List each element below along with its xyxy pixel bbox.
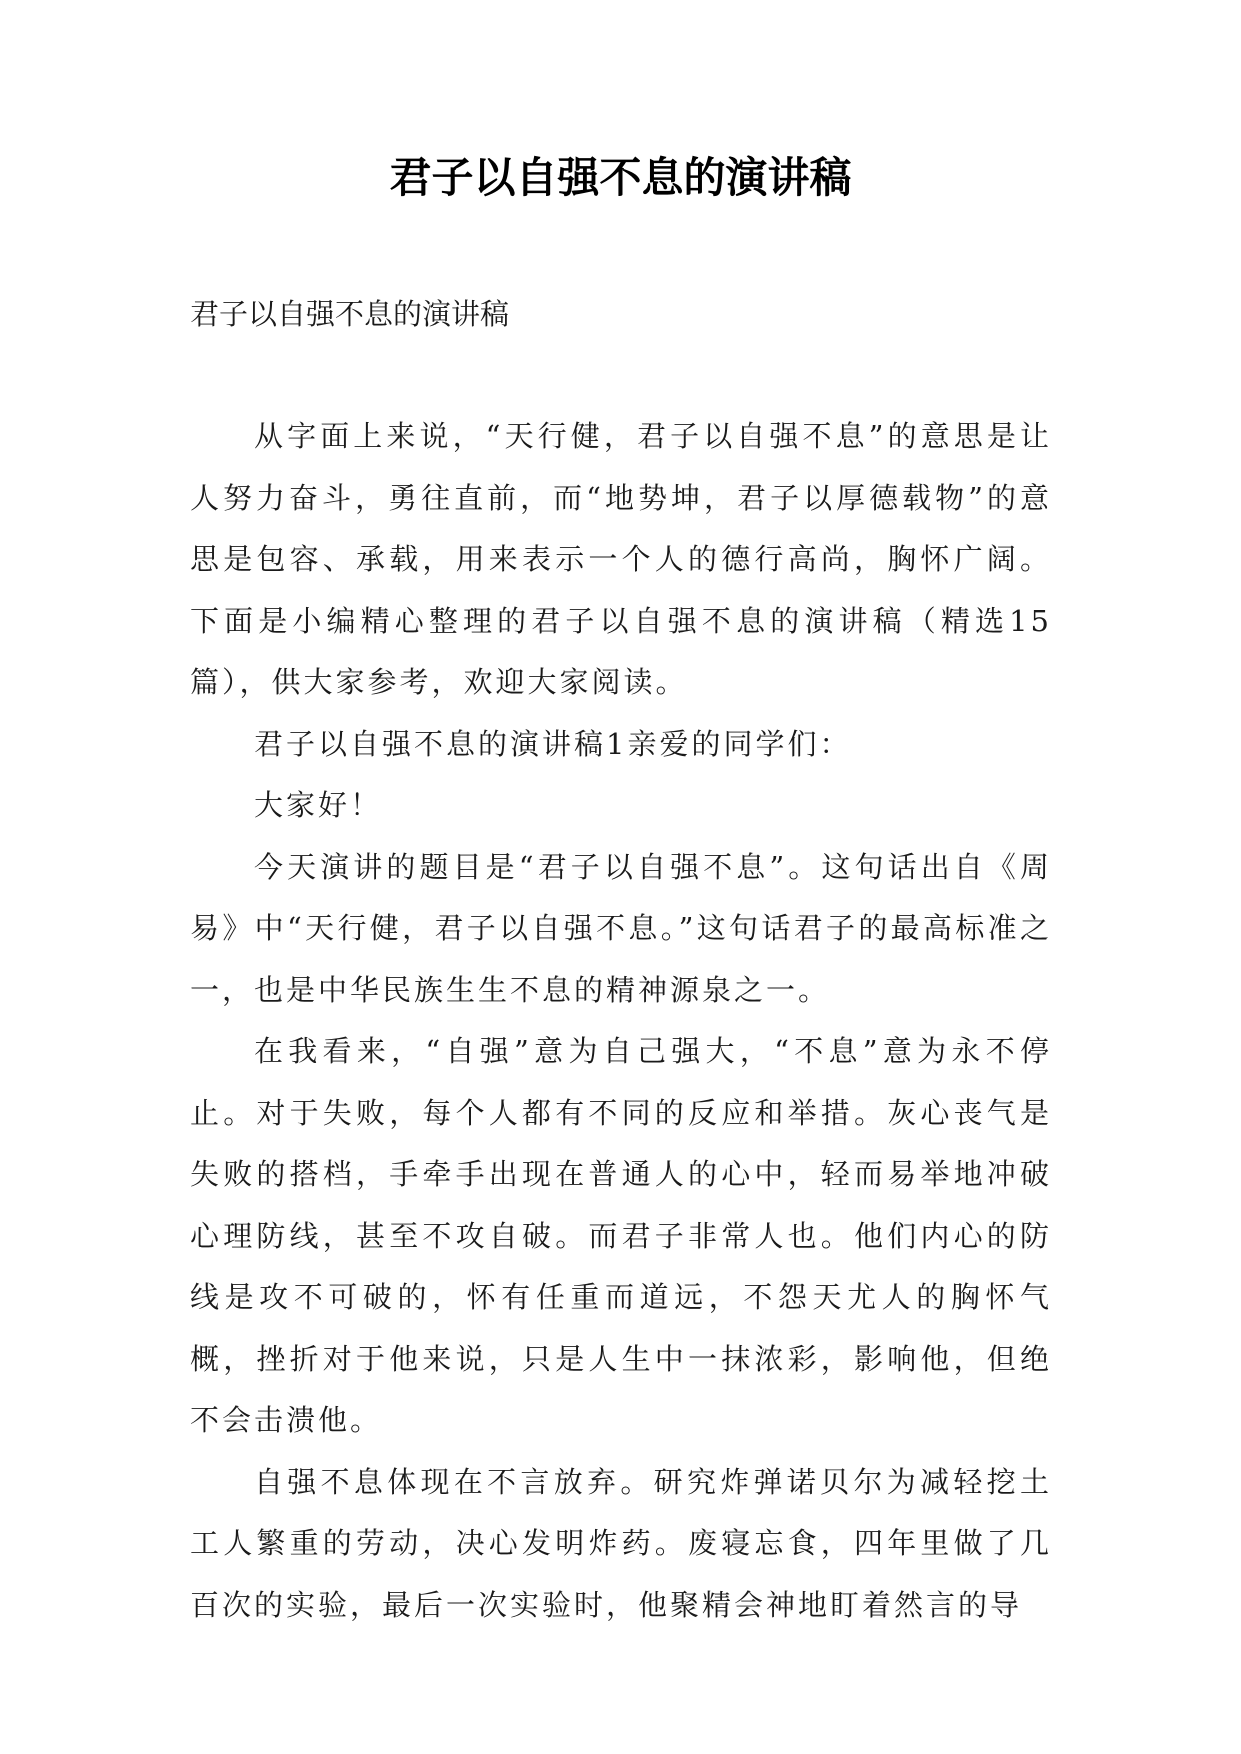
paragraph: 从字面上来说，“天行健，君子以自强不息”的意思是让人努力奋斗，勇往直前，而“地势坤，君子以厚德载物”的意思是包容、承载，用来表示一个人的德行高尚，胸怀广阔。下面是小编精心整理的君子以自强不息的演讲稿（精选15篇），供大家参考，欢迎大家阅读。 (190, 419, 1052, 699)
paragraph: 大家好！ (254, 788, 383, 822)
paragraph: 今天演讲的题目是“君子以自强不息”。这句话出自《周易》中“天行健，君子以自强不息。”这句话君子的最高标准之一，也是中华民族生生不息的精神源泉之一。 (190, 849, 1052, 1007)
document-body (190, 406, 1052, 1636)
document-subtitle: 君子以自强不息的演讲稿 (190, 297, 510, 331)
paragraph: 在我看来，“自强”意为自己强大，“不息”意为永不停止。对于失败，每个人都有不同的反应和举措。灰心丧气是失败的搭档，手牵手出现在普通人的心中，轻而易举地冲破心理防线，甚至不攻自破。而君子非常人也。他们内心的防线是攻不可破的，怀有任重而道远，不怨天尤人的胸怀气概，挫折对于他来说，只是人生中一抹浓彩，影响他，但绝不会击溃他。 (190, 1034, 1052, 1437)
paragraph: 自强不息体现在不言放弃。研究炸弹诺贝尔为减轻挖土工人繁重的劳动，决心发明炸药。废寝忘食，四年里做了几百次的实验，最后一次实验时，他聚精会神地盯着然言的导 (190, 1464, 1052, 1622)
document-title: 君子以自强不息的演讲稿 (389, 153, 852, 202)
paragraph: 君子以自强不息的演讲稿1亲爱的同学们： (254, 726, 852, 761)
